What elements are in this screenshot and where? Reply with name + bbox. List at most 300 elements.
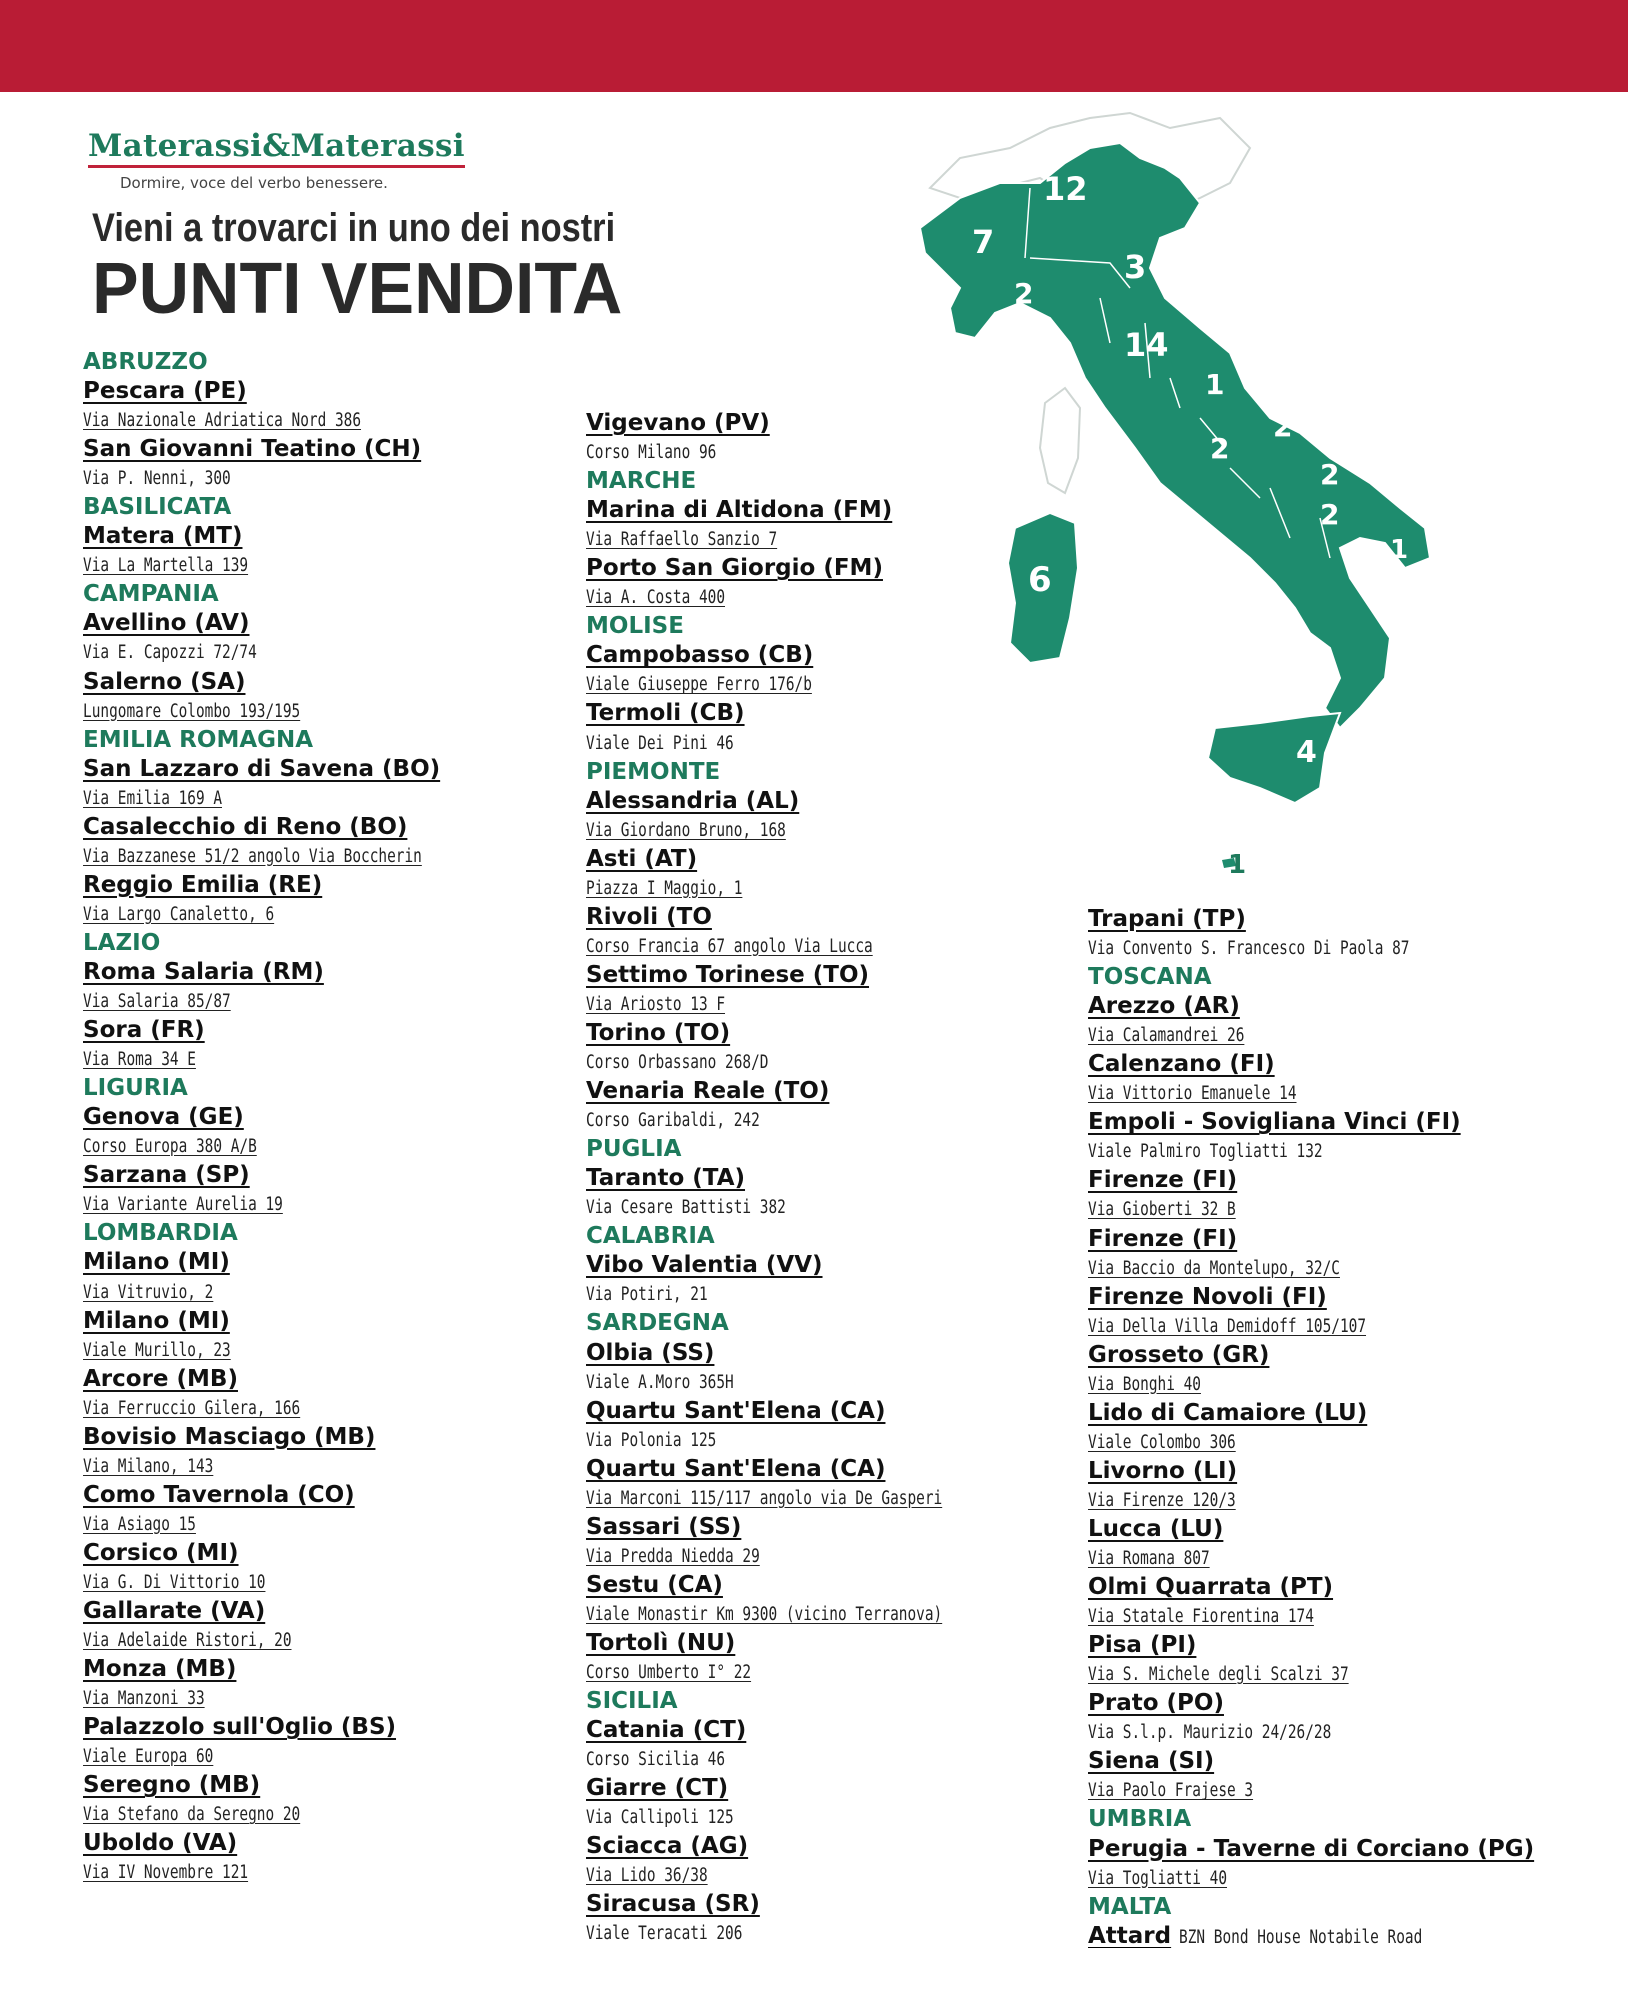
store-address-row <box>1088 1602 1608 1631</box>
headline-line1: Vieni a trovarci in uno dei nostri <box>92 206 616 250</box>
region-heading <box>1088 1893 1608 1922</box>
store-address[interactable]: Lungomare Colombo 193/195 <box>83 700 301 722</box>
store-address: Via Cesare Battisti 382 <box>586 1197 786 1219</box>
region-name: PUGLIA <box>586 1136 682 1163</box>
store-address[interactable]: Via Predda Niedda 29 <box>586 1545 760 1567</box>
store-city-row <box>83 1103 583 1132</box>
store-address[interactable]: Via Salaria 85/87 <box>83 991 231 1013</box>
store-address[interactable]: Via Marconi 115/117 angolo via De Gasperi <box>586 1487 943 1509</box>
store-address-row <box>1088 1021 1608 1050</box>
map-count-molise: 2 <box>1320 458 1340 491</box>
store-city-link[interactable]: Rivoli (TO <box>586 903 712 930</box>
store-address-row <box>586 1803 1086 1832</box>
store-city-row <box>1088 1108 1608 1137</box>
store-city-link[interactable]: Reggio Emilia (RE) <box>83 871 323 898</box>
store-city-link[interactable]: Arcore (MB) <box>83 1365 238 1392</box>
store-address-row <box>83 1510 583 1539</box>
store-city-link[interactable]: Firenze Novoli (FI) <box>1088 1283 1327 1310</box>
store-column-3 <box>1088 905 1608 1951</box>
store-address-row <box>586 990 1086 1019</box>
store-city-link[interactable]: Seregno (MB) <box>83 1772 261 1799</box>
store-address-row <box>586 583 1086 612</box>
store-address-row <box>586 1280 1086 1309</box>
store-address[interactable]: Via Ariosto 13 F <box>586 993 726 1015</box>
map-count-marche: 2 <box>1244 330 1264 363</box>
map-count-abruzzo: 2 <box>1273 410 1293 443</box>
store-city-link[interactable]: Vigevano (PV) <box>586 410 770 436</box>
region-heading <box>586 758 1086 787</box>
region-heading <box>83 580 583 609</box>
store-address: Corso Milano 96 <box>586 442 717 464</box>
store-city-row <box>83 1655 583 1684</box>
store-city-row <box>586 903 1086 932</box>
store-city-link[interactable]: Lido di Camaiore (LU) <box>1088 1399 1368 1426</box>
store-city-row <box>1088 1631 1608 1660</box>
region-name: MOLISE <box>586 613 684 640</box>
region-name: ABRUZZO <box>83 349 208 375</box>
store-address-row <box>586 932 1086 961</box>
store-city-link[interactable]: Prato (PO) <box>1088 1690 1224 1717</box>
brand-tagline: Dormire, voce del verbo benessere. <box>120 174 388 192</box>
store-address-row <box>586 525 1086 554</box>
store-city-row <box>1088 1747 1608 1776</box>
map-count-malta: 1 <box>1228 850 1247 880</box>
store-address-row <box>83 1684 583 1713</box>
store-city-row <box>586 554 1086 583</box>
region-name: LOMBARDIA <box>83 1220 238 1247</box>
store-address[interactable]: Viale Europa 60 <box>83 1746 214 1768</box>
store-address: Via E. Capozzi 72/74 <box>83 642 257 664</box>
store-city-link[interactable]: Lucca (LU) <box>1088 1515 1224 1542</box>
store-city-row <box>1088 1835 1608 1864</box>
store-city-row <box>1088 1166 1608 1195</box>
brand-logo[interactable] <box>88 128 465 192</box>
region-heading <box>83 1074 583 1103</box>
store-address[interactable]: Via Adelaide Ristori, 20 <box>83 1630 292 1652</box>
store-city-link[interactable]: Grosseto (GR) <box>1088 1341 1270 1368</box>
store-address[interactable]: Via Firenze 120/3 <box>1088 1489 1236 1511</box>
store-address[interactable]: Via Lido 36/38 <box>586 1865 708 1887</box>
store-address[interactable]: Via Stefano da Seregno 20 <box>83 1804 301 1826</box>
store-city-link[interactable]: Matera (MT) <box>83 523 243 550</box>
store-address[interactable]: Via La Martella 139 <box>83 555 249 577</box>
store-address-row <box>1088 1312 1608 1341</box>
store-city-row <box>83 813 583 842</box>
store-address: BZN Bond House Notabile Road <box>1179 1926 1423 1948</box>
region-heading <box>586 1309 1086 1338</box>
store-city-link[interactable]: Sassari (SS) <box>586 1513 742 1540</box>
store-address[interactable]: Piazza I Maggio, 1 <box>586 877 743 899</box>
region-heading <box>83 348 583 377</box>
store-address: Viale A.Moro 365H <box>586 1371 734 1393</box>
store-city-link[interactable]: Arezzo (AR) <box>1088 993 1240 1020</box>
region-name: CALABRIA <box>586 1223 715 1250</box>
store-city-link[interactable]: Sora (FR) <box>83 1017 205 1044</box>
store-city-row <box>586 496 1086 525</box>
store-address[interactable]: Via Nazionale Adriatica Nord 386 <box>83 410 362 432</box>
store-city-row <box>83 377 583 406</box>
region-name: MALTA <box>1088 1893 1172 1920</box>
store-city-link[interactable]: Empoli - Sovigliana Vinci (FI) <box>1088 1109 1461 1136</box>
store-city-row <box>83 1161 583 1190</box>
store-address: Corso Orbassano 268/D <box>586 1052 769 1074</box>
region-heading <box>1088 963 1608 992</box>
store-address-row <box>1088 1864 1608 1893</box>
store-city-row <box>586 1455 1086 1484</box>
store-address[interactable]: Corso Francia 67 angolo Via Lucca <box>586 935 873 957</box>
store-address-row <box>586 1048 1086 1077</box>
store-city-link[interactable]: Avellino (AV) <box>83 610 250 637</box>
map-count-sicilia: 4 <box>1296 735 1317 770</box>
store-city-link[interactable]: Pisa (PI) <box>1088 1632 1197 1659</box>
store-city-link[interactable]: Catania (CT) <box>586 1717 747 1744</box>
store-address-row <box>586 874 1086 903</box>
store-city-link[interactable]: Siracusa (SR) <box>586 1891 760 1918</box>
map-count-piemonte: 7 <box>972 223 995 261</box>
store-city-link[interactable]: Marina di Altidona (FM) <box>586 497 893 524</box>
store-city-row <box>83 668 583 697</box>
region-name: EMILIA ROMAGNA <box>83 726 314 753</box>
store-address-row <box>83 638 583 667</box>
store-address[interactable]: Corso Europa 380 A/B <box>83 1136 257 1158</box>
store-address[interactable]: Via Calamandrei 26 <box>1088 1025 1245 1047</box>
store-address[interactable]: Via Bazzanese 51/2 angolo Via Boccherin <box>83 845 422 867</box>
region-heading <box>83 1219 583 1248</box>
store-city-row <box>83 522 583 551</box>
store-city-link[interactable]: Giarre (CT) <box>586 1775 729 1802</box>
store-address: Via Callipoli 125 <box>586 1807 734 1829</box>
store-city-link[interactable]: San Giovanni Teatino (CH) <box>83 436 422 463</box>
store-address: Via S.l.p. Maurizio 24/26/28 <box>1088 1722 1332 1744</box>
store-address-row <box>83 1742 583 1771</box>
store-city-row <box>1088 1573 1608 1602</box>
store-city-link[interactable]: Pescara (PE) <box>83 378 247 405</box>
store-city-row <box>586 1397 1086 1426</box>
store-address: Corso Sicilia 46 <box>586 1749 726 1771</box>
store-address-row <box>83 1132 583 1161</box>
store-city-row <box>586 1774 1086 1803</box>
store-city-link[interactable]: San Lazzaro di Savena (BO) <box>83 755 441 782</box>
store-city-link[interactable]: Roma Salaria (RM) <box>83 958 324 985</box>
store-city: Attard <box>1088 1922 1172 1949</box>
store-address[interactable]: Via Togliatti 40 <box>1088 1867 1228 1889</box>
store-address[interactable]: Via Bonghi 40 <box>1088 1373 1201 1395</box>
map-count-lazio: 2 <box>1210 432 1230 465</box>
region-heading <box>586 467 1086 496</box>
store-address-row <box>586 729 1086 758</box>
store-city-row <box>83 755 583 784</box>
store-city-row <box>83 435 583 464</box>
store-city-link[interactable]: Monza (MB) <box>83 1656 237 1683</box>
store-city-row <box>1088 1050 1608 1079</box>
map-count-basilicata: 1 <box>1390 535 1409 565</box>
store-address[interactable]: Via Statale Fiorentina 174 <box>1088 1606 1314 1628</box>
region-name: MARCHE <box>586 468 697 495</box>
store-city-row <box>586 1077 1086 1106</box>
store-address: Via Potiri, 21 <box>586 1284 708 1306</box>
region-heading <box>586 1687 1086 1716</box>
region-name: CAMPANIA <box>83 581 219 608</box>
store-city-link[interactable]: Salerno (SA) <box>83 668 246 695</box>
store-address[interactable]: Via IV Novembre 121 <box>83 1862 249 1884</box>
store-address[interactable]: Via Ferruccio Gilera, 166 <box>83 1397 301 1419</box>
store-address-row <box>1088 1079 1608 1108</box>
store-address[interactable]: Via Giordano Bruno, 168 <box>586 819 786 841</box>
brand-name: Materassi&Materassi <box>88 128 465 168</box>
store-address-row <box>1088 1137 1608 1166</box>
region-heading <box>83 726 583 755</box>
store-address-row <box>1088 1544 1608 1573</box>
store-address[interactable]: Via Della Villa Demidoff 105/107 <box>1088 1315 1367 1337</box>
store-city-row <box>586 961 1086 990</box>
store-city-link[interactable]: Venaria Reale (TO) <box>586 1078 830 1105</box>
region-heading <box>586 1135 1086 1164</box>
region-name: UMBRIA <box>1088 1806 1192 1833</box>
store-city-link[interactable]: Vibo Valentia (VV) <box>586 1252 823 1279</box>
store-city-link[interactable]: Livorno (LI) <box>1088 1457 1238 1484</box>
store-city-row <box>1088 1689 1608 1718</box>
store-city-link[interactable]: Quartu Sant'Elena (CA) <box>586 1397 886 1424</box>
region-name: LAZIO <box>83 929 161 956</box>
store-address[interactable]: Via Asiago 15 <box>83 1513 196 1535</box>
store-address[interactable]: Via Romana 807 <box>1088 1548 1210 1570</box>
store-city-row <box>586 409 1086 438</box>
store-address-row <box>83 1190 583 1219</box>
store-address[interactable]: Viale Monastir Km 9300 (vicino Terranova) <box>586 1603 943 1625</box>
store-city-row <box>83 1771 583 1800</box>
store-address-row <box>1088 1660 1608 1689</box>
store-address-row <box>83 1452 583 1481</box>
store-city-link[interactable]: Tortolì (NU) <box>586 1629 736 1656</box>
store-address-row <box>1088 1486 1608 1515</box>
map-count-puglia: 1 <box>1428 509 1447 539</box>
store-address-row <box>83 784 583 813</box>
store-city-link[interactable]: Gallarate (VA) <box>83 1598 266 1625</box>
store-city-row <box>83 1539 583 1568</box>
store-address[interactable]: Via Milano, 143 <box>83 1455 214 1477</box>
store-city-row <box>83 1307 583 1336</box>
store-city-link[interactable]: Settimo Torinese (TO) <box>586 961 870 988</box>
store-address[interactable]: Via Raffaello Sanzio 7 <box>586 529 778 551</box>
store-city-row <box>1088 1225 1608 1254</box>
store-address-row <box>83 987 583 1016</box>
region-heading <box>83 929 583 958</box>
store-city-link[interactable]: Asti (AT) <box>586 845 698 872</box>
store-city-row <box>586 1629 1086 1658</box>
store-address-row <box>83 842 583 871</box>
store-address-row <box>1088 1776 1608 1805</box>
store-city-row <box>1088 1283 1608 1312</box>
store-city-link[interactable]: Genova (GE) <box>83 1104 244 1131</box>
map-count-campania: 2 <box>1320 498 1340 531</box>
store-address[interactable]: Viale Giuseppe Ferro 176/b <box>586 674 812 696</box>
store-address-row <box>586 1600 1086 1629</box>
region-heading <box>586 1222 1086 1251</box>
store-city-link[interactable]: Olbia (SS) <box>586 1339 715 1366</box>
store-city-row <box>586 1019 1086 1048</box>
store-city-link[interactable]: Casalecchio di Reno (BO) <box>83 813 408 840</box>
store-address-row <box>83 1045 583 1074</box>
store-address-row <box>83 1336 583 1365</box>
region-name: TOSCANA <box>1088 964 1212 991</box>
store-address-row <box>83 900 583 929</box>
store-city-link[interactable]: Uboldo (VA) <box>83 1830 238 1857</box>
store-city-row <box>586 1890 1086 1919</box>
store-city-link[interactable]: Firenze (FI) <box>1088 1167 1238 1194</box>
store-city-row <box>1088 1399 1608 1428</box>
store-address: Via Convento S. Francesco Di Paola 87 <box>1088 938 1410 960</box>
store-city-row <box>83 958 583 987</box>
store-address-row <box>1088 1195 1608 1224</box>
region-name: BASILICATA <box>83 494 232 521</box>
store-address: Via Polonia 125 <box>586 1429 717 1451</box>
region-name: LIGURIA <box>83 1075 188 1102</box>
store-city-link[interactable]: Termoli (CB) <box>586 700 745 727</box>
store-address[interactable]: Via Vitruvio, 2 <box>83 1281 214 1303</box>
store-city-row <box>83 871 583 900</box>
store-city-row <box>1088 1341 1608 1370</box>
store-city-row <box>586 1832 1086 1861</box>
store-address[interactable]: Via Largo Canaletto, 6 <box>83 903 275 925</box>
store-city-link[interactable]: Milano (MI) <box>83 1307 230 1334</box>
store-address-row <box>586 1368 1086 1397</box>
store-city-link[interactable]: Siena (SI) <box>1088 1748 1215 1775</box>
store-city-link[interactable]: Firenze (FI) <box>1088 1225 1238 1252</box>
store-address-row <box>586 1193 1086 1222</box>
store-city-link[interactable]: Sciacca (AG) <box>586 1833 749 1860</box>
store-city-row <box>83 1481 583 1510</box>
store-address[interactable]: Via Vittorio Emanuele 14 <box>1088 1083 1297 1105</box>
store-city-link[interactable]: Taranto (TA) <box>586 1165 746 1192</box>
store-address-row <box>83 1278 583 1307</box>
store-city-row <box>586 1339 1086 1368</box>
store-city-row <box>586 1164 1086 1193</box>
store-city-link[interactable]: Bovisio Masciago (MB) <box>83 1423 376 1450</box>
store-city-link[interactable]: Palazzolo sull'Oglio (BS) <box>83 1714 397 1741</box>
store-address-row <box>83 1394 583 1423</box>
store-address: Viale Dei Pini 46 <box>586 732 734 754</box>
store-address[interactable]: Via S. Michele degli Scalzi 37 <box>1088 1664 1349 1686</box>
store-address-row <box>586 1745 1086 1774</box>
store-city-link[interactable]: Perugia - Taverne di Corciano (PG) <box>1088 1835 1535 1862</box>
store-address[interactable]: Viale Murillo, 23 <box>83 1339 231 1361</box>
store-city-row <box>586 845 1086 874</box>
store-city-row <box>83 1248 583 1277</box>
map-count-liguria: 2 <box>1014 277 1034 310</box>
region-heading <box>83 493 583 522</box>
store-city-row <box>83 1423 583 1452</box>
store-city-row <box>1088 992 1608 1021</box>
store-address[interactable]: Via Manzoni 33 <box>83 1688 205 1710</box>
store-address: Viale Palmiro Togliatti 132 <box>1088 1141 1323 1163</box>
store-city-link[interactable]: Sarzana (SP) <box>83 1162 250 1189</box>
store-address-row <box>1088 1370 1608 1399</box>
store-city-row <box>83 1829 583 1858</box>
store-address-row <box>83 697 583 726</box>
store-city-link[interactable]: Alessandria (AL) <box>586 787 800 814</box>
store-city-row <box>586 1513 1086 1542</box>
store-city-row <box>83 1713 583 1742</box>
store-city-link[interactable]: Milano (MI) <box>83 1249 230 1276</box>
store-address[interactable]: Via Baccio da Montelupo, 32/C <box>1088 1257 1340 1279</box>
store-city-link[interactable]: Trapani (TP) <box>1088 906 1246 932</box>
map-count-umbria: 1 <box>1205 368 1225 401</box>
store-address-row <box>586 1861 1086 1890</box>
store-city-row <box>83 1365 583 1394</box>
store-address[interactable]: Via Gioberti 32 B <box>1088 1199 1236 1221</box>
store-address-row <box>1088 934 1608 963</box>
store-address: Viale Teracati 206 <box>586 1923 743 1945</box>
store-address-row <box>83 464 583 493</box>
store-address[interactable]: Via Emilia 169 A <box>83 787 223 809</box>
store-address[interactable]: Via G. Di Vittorio 10 <box>83 1571 266 1593</box>
region-heading <box>1088 1805 1608 1834</box>
store-address-row <box>586 1542 1086 1571</box>
store-city-row <box>83 1016 583 1045</box>
top-color-bar <box>0 0 1628 92</box>
store-city-link[interactable]: Porto San Giorgio (FM) <box>586 555 883 582</box>
store-city-link[interactable]: Como Tavernola (CO) <box>83 1481 355 1508</box>
store-address[interactable]: Via Variante Aurelia 19 <box>83 1194 283 1216</box>
store-address-row <box>586 1484 1086 1513</box>
store-address: Corso Garibaldi, 242 <box>586 1110 760 1132</box>
store-column-1 <box>83 348 583 1887</box>
store-address-row <box>586 438 1086 467</box>
store-address-row <box>83 1626 583 1655</box>
store-address[interactable]: Via Roma 34 E <box>83 1049 196 1071</box>
map-count-lombardia: 12 <box>1043 170 1088 208</box>
map-count-emilia: 3 <box>1124 248 1147 286</box>
store-city-row <box>1088 1515 1608 1544</box>
store-city-link[interactable]: Quartu Sant'Elena (CA) <box>586 1455 886 1482</box>
store-address: Via P. Nenni, 300 <box>83 468 231 490</box>
store-city-link[interactable]: Calenzano (FI) <box>1088 1051 1275 1078</box>
store-city-row <box>1088 1457 1608 1486</box>
store-city-row <box>586 1716 1086 1745</box>
map-count-toscana: 14 <box>1124 326 1169 364</box>
map-sicily <box>1208 713 1340 803</box>
store-city-row <box>83 609 583 638</box>
store-city-row <box>586 641 1086 670</box>
store-address[interactable]: Viale Colombo 306 <box>1088 1431 1236 1453</box>
store-address-row <box>1088 1254 1608 1283</box>
store-address-row <box>586 1919 1086 1948</box>
store-malta-row <box>1088 1922 1608 1951</box>
store-address[interactable]: Via A. Costa 400 <box>586 587 726 609</box>
store-address-row <box>83 1568 583 1597</box>
store-city-link[interactable]: Sestu (CA) <box>586 1571 723 1598</box>
region-name: PIEMONTE <box>586 758 721 785</box>
store-city-link[interactable]: Campobasso (CB) <box>586 642 814 669</box>
store-address-row <box>586 1658 1086 1687</box>
store-address-row <box>586 816 1086 845</box>
store-address-row <box>586 1426 1086 1455</box>
store-city-link[interactable]: Corsico (MI) <box>83 1539 239 1566</box>
store-address[interactable]: Corso Umberto I° 22 <box>586 1662 752 1684</box>
headline-line2: PUNTI VENDITA <box>92 249 623 329</box>
store-malta-link[interactable] <box>1088 1922 1491 1949</box>
store-city-row <box>586 1571 1086 1600</box>
store-city-row <box>1088 905 1608 934</box>
store-city-row <box>586 1251 1086 1280</box>
store-city-link[interactable]: Olmi Quarrata (PT) <box>1088 1574 1334 1601</box>
store-city-row <box>586 787 1086 816</box>
store-city-row <box>83 1597 583 1626</box>
store-city-link[interactable]: Torino (TO) <box>586 1019 731 1046</box>
region-name: SICILIA <box>586 1688 678 1715</box>
store-address[interactable]: Via Paolo Frajese 3 <box>1088 1780 1254 1802</box>
region-name: SARDEGNA <box>586 1310 729 1337</box>
